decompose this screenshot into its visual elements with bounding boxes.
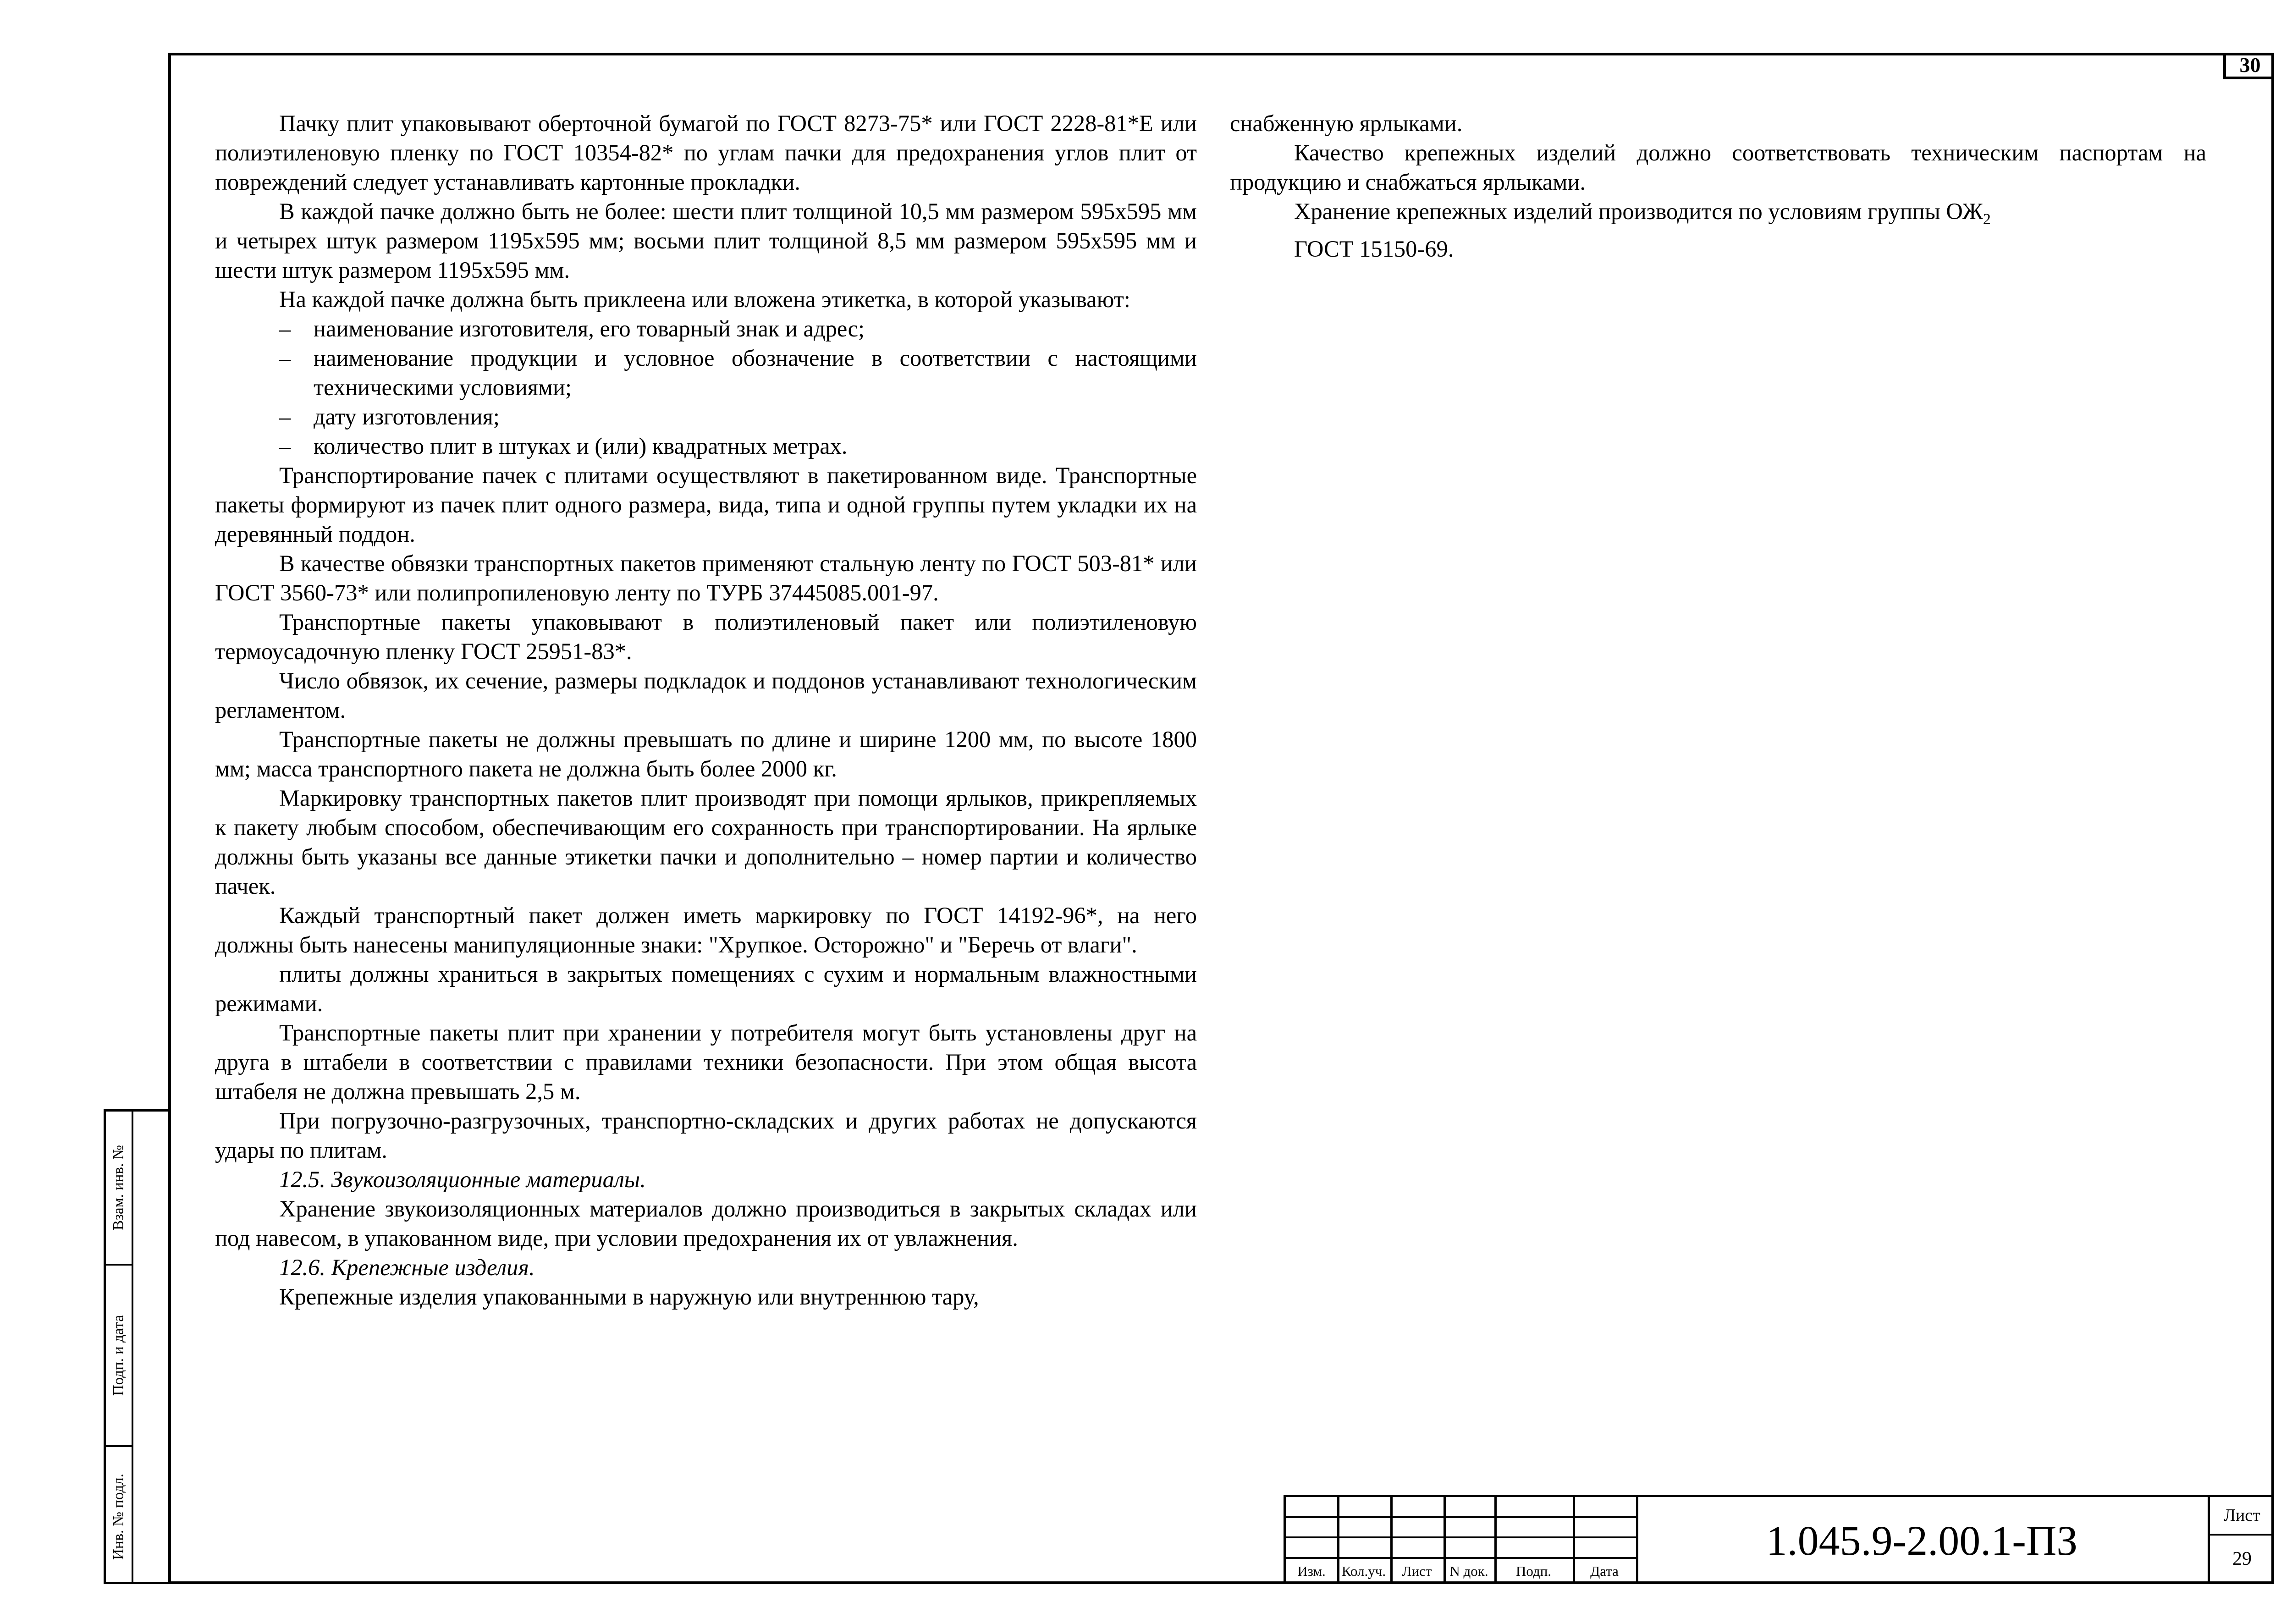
revision-grid xyxy=(1286,1497,1636,1584)
side-label-signature-date: Подп. и дата xyxy=(110,1315,127,1396)
label-contents-list xyxy=(215,314,1197,461)
side-cell-original-inv xyxy=(106,1447,132,1586)
side-stamp-strip xyxy=(104,1109,168,1584)
list-item: – наименование изготовителя, его товарный знак и адрес; xyxy=(215,314,1197,343)
paragraph: Каждый транспортный пакет должен иметь маркировку по ГОСТ 14192-96*, на него должны быть нанесены манипуляционные знаки: "Хрупкое. Осторожно" и "Беречь от влаги". xyxy=(215,903,1197,958)
paragraph: Хранение крепежных изделий производится по условиям группы $ОЖ_2$ xyxy=(1294,198,1991,228)
paragraph: На каждой пачке должна быть приклеена или вложена этикетка, в которой указывают: xyxy=(279,286,1130,312)
paragraph: Хранение звукоизоляционных материалов должно производиться в закрытых складах или под навесом, в упакованном виде, при условии предохранения их от увлажнения. xyxy=(215,1196,1197,1251)
list-item: – наименование продукции и условное обозначение в соответствии с настоящими техническими условиями; xyxy=(215,343,1197,402)
header-sheet: Лист xyxy=(1402,1563,1432,1579)
subscript: 2 xyxy=(1983,211,1991,228)
header-change: Изм. xyxy=(1297,1563,1326,1579)
paragraph: ГОСТ 15150-69. xyxy=(1294,236,1454,262)
header-date: Дата xyxy=(1590,1563,1619,1579)
left-text-column xyxy=(215,109,1197,1311)
side-label-original-inv: Инв. № подл. xyxy=(110,1473,127,1560)
paragraph: В каждой пачке должно быть не более: шести плит толщиной 10,5 мм размером 595х595 мм и четырех штук размером 1195х595 мм; восьми плит толщиной 8,5 мм размером 595х595 мм и шести штук размером 1195х595 мм. xyxy=(215,198,1197,283)
page-number-top: 30 xyxy=(2223,53,2274,79)
paragraph: В качестве обвязки транспортных пакетов применяют стальную ленту по ГОСТ 503-81* или ГОСТ 3560-73* или полипропиленовую ленту по ТУРБ 37445085.001-97. xyxy=(215,551,1197,606)
dash-marker: – xyxy=(279,433,291,459)
paragraph: Число обвязок, их сечение, размеры подкладок и поддонов устанавливают технологическим регламентом. xyxy=(215,668,1197,723)
section-heading-fasteners: 12.6. Крепежные изделия. xyxy=(279,1255,535,1280)
paragraph: снабженную ярлыками. xyxy=(1230,110,1463,136)
sheet-number: 29 xyxy=(2232,1548,2252,1569)
paragraph: Транспортные пакеты плит при хранении у потребителя могут быть установлены друг на друга в штабели в соответствии с правилами техники безопасности. При этом общая высота штабеля не должна превышать 2,5 м. xyxy=(215,1020,1197,1104)
section-heading-sound-insulation: 12.5. Звукоизоляционные материалы. xyxy=(279,1167,646,1192)
sheet-label: Лист xyxy=(2210,1497,2274,1536)
sheet-box xyxy=(2208,1497,2274,1584)
paragraph: плиты должны храниться в закрытых помещениях с сухим и нормальным влажностными режимами. xyxy=(215,961,1197,1016)
side-label-replacement-inv: Взам. инв. № xyxy=(110,1145,127,1230)
paragraph: Крепежные изделия упакованными в наружную или внутреннюю тару, xyxy=(279,1284,979,1310)
paragraph: Пачку плит упаковывают оберточной бумагой по ГОСТ 8273-75* или ГОСТ 2228-81*Е или полиэтиленовую пленку по ГОСТ 10354-82* по углам пачки для предохранения углов плит от повреждений следует устанавливать картонные прокладки. xyxy=(215,110,1197,195)
title-block xyxy=(1286,1497,2274,1584)
header-count: Кол.уч. xyxy=(1341,1563,1386,1579)
right-text-column xyxy=(1230,109,2206,264)
dash-marker: – xyxy=(279,345,291,371)
paragraph: При погрузочно-разгрузочных, транспортно-складских и других работах не допускаются удары по плитам. xyxy=(215,1108,1197,1163)
paragraph: Транспортные пакеты не должны превышать по длине и ширине 1200 мм, по высоте 1800 мм; масса транспортного пакета не должна быть более 2000 кг. xyxy=(215,727,1197,782)
header-signature: Подп. xyxy=(1515,1563,1552,1579)
side-cell-replacement xyxy=(106,1112,132,1266)
paragraph: Транспортные пакеты упаковывают в полиэтиленовый пакет или полиэтиленовую термоусадочную пленку ГОСТ 25951-83*. xyxy=(215,609,1197,664)
paragraph: Качество крепежных изделий должно соответствовать техническим паспортам на продукцию и снабжаться ярлыками. xyxy=(1230,140,2206,195)
paragraph: Маркировку транспортных пакетов плит производят при помощи ярлыков, прикрепляемых к пакету любым способом, обеспечивающим его сохранность при транспортировании. На ярлыке должны быть указаны все данные этикетки пачки и дополнительно – номер партии и количество пачек. xyxy=(215,785,1197,899)
list-item: – количество плит в штуках и (или) квадратных метрах. xyxy=(215,431,1197,461)
list-item: – дату изготовления; xyxy=(215,402,1197,431)
dash-marker: – xyxy=(279,404,291,429)
dash-marker: – xyxy=(279,316,291,341)
side-cell-signature-date xyxy=(106,1266,132,1447)
header-doc-number: N док. xyxy=(1449,1563,1488,1579)
paragraph: Транспортирование пачек с плитами осуществляют в пакетированном виде. Транспортные пакеты формируют из пачек плит одного размера, вида, типа и одной группы путем укладки их на деревянный поддон. xyxy=(215,462,1197,547)
document-code: 1.045.9-2.00.1-ПЗ xyxy=(1766,1517,2078,1564)
